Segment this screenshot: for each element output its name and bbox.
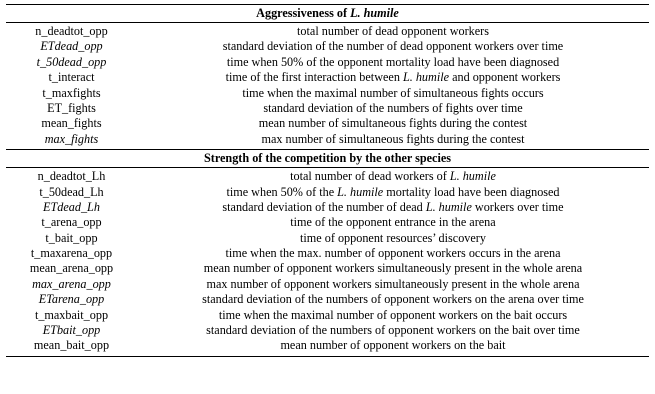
description-text: L. humile [402,70,450,85]
variable-description [137,132,649,147]
variable-name: n_deadtot_Lh [37,169,106,184]
variable-description [137,338,649,353]
description-text: L. humile [337,184,384,199]
variable-description [137,86,649,101]
table-row [6,116,649,131]
variable-name: t_maxfights [42,85,101,100]
variable-description [137,215,649,230]
variable-name: t_50dead_Lh [39,184,104,199]
variable-description [137,231,649,246]
description-text: total number of dead workers of [290,169,450,184]
variable-name: n_deadtot_opp [35,24,108,38]
variable-description [137,292,649,307]
description-text: time when 50% of the opponent mortality load have been diagnosed [226,54,560,69]
description-text: workers over time [471,199,564,214]
section-title-text: Strength of the competition by the other species [204,151,451,166]
table-row [6,323,649,338]
variable-description [137,246,649,261]
description-text: standard deviation of the number of dead [222,199,426,214]
table-row [6,24,649,39]
section-title-text: Aggressiveness of [256,6,351,20]
variable-description [137,39,649,54]
section-header-competition [6,150,649,167]
variable-name: mean_bait_opp [33,338,110,353]
description-text: mean number of opponent workers on the bait [280,338,506,353]
variables-table [6,4,649,357]
table-row [6,277,649,292]
variable-name: t_interact [48,70,95,85]
description-text: standard deviation of the numbers of fights over time [263,100,523,115]
description-text: time of the opponent entrance in the arena [290,215,496,230]
table-row [6,231,649,246]
section-title-species: L. humile [350,6,399,20]
variable-description [137,169,649,184]
description-text: mean number of simultaneous fights during the contest [258,116,528,131]
variable-name: ETdead_Lh [43,199,100,214]
description-text: L. humile [449,169,496,184]
table-row [6,169,649,184]
variable-name: max_fights [44,131,99,146]
variable-description [137,200,649,215]
variable-description [137,277,649,292]
variable-description [137,323,649,338]
variable-description [137,101,649,116]
description-text: standard deviation of the number of dead opponent workers over time [222,39,564,54]
table-row [6,338,649,353]
variable-name: mean_arena_opp [29,261,114,276]
variable-name: mean_fights [41,116,102,131]
table-row [6,70,649,85]
description-text: mortality load have been diagnosed [383,184,560,199]
table-row [6,132,649,147]
variable-name: t_maxarena_opp [30,246,113,261]
description-text: max number of opponent workers simultaneously present in the whole arena [206,276,580,291]
description-text: standard deviation of the numbers of opponent workers on the bait over time [206,323,580,338]
table-row [6,86,649,101]
description-text: time of the first interaction between [225,70,403,85]
variable-description [137,55,649,70]
table-row [6,101,649,116]
description-text: time when the maximal number of simultaneous fights occurs [242,85,544,100]
table-row [6,261,649,276]
description-text: time when 50% of the [226,184,338,199]
table-row [6,55,649,70]
variable-name: ETarena_opp [38,292,105,307]
table-row [6,185,649,200]
table-row [6,308,649,323]
description-text: L. humile [425,199,472,214]
description-text: time when the max. number of opponent workers occurs in the arena [225,246,561,261]
section-header-aggressiveness [6,5,649,22]
table-row [6,246,649,261]
variable-description [137,261,649,276]
description-text: max number of simultaneous fights during the contest [261,131,525,146]
table-row [6,292,649,307]
description-text: time when the maximal number of opponent workers on the bait occurs [218,307,568,322]
variable-name: t_arena_opp [41,215,102,230]
table-row [6,200,649,215]
variable-name: t_bait_opp [45,230,98,245]
bottom-rule [6,356,649,357]
variable-name: ETbait_opp [42,323,101,338]
description-text: and opponent workers [449,70,561,85]
description-text: time of opponent resources’ discovery [300,230,486,245]
variable-name: t_maxbait_opp [34,307,109,322]
section-body-aggressiveness [6,23,649,147]
variable-description [137,70,649,85]
variable-description [137,24,649,39]
description-text: total number of dead opponent workers [297,24,489,38]
variable-description [137,185,649,200]
variable-description [137,308,649,323]
description-text: mean number of opponent workers simultaneously present in the whole arena [203,261,583,276]
table-row [6,215,649,230]
description-text: standard deviation of the numbers of opponent workers on the arena over time [202,292,584,307]
section-body-competition [6,168,649,354]
variable-name: ET_fights [47,100,96,115]
variable-name: max_arena_opp [32,276,111,291]
variable-name: ETdead_opp [40,39,103,54]
variable-name: t_50dead_opp [36,54,107,69]
variable-description [137,116,649,131]
table-row [6,39,649,54]
